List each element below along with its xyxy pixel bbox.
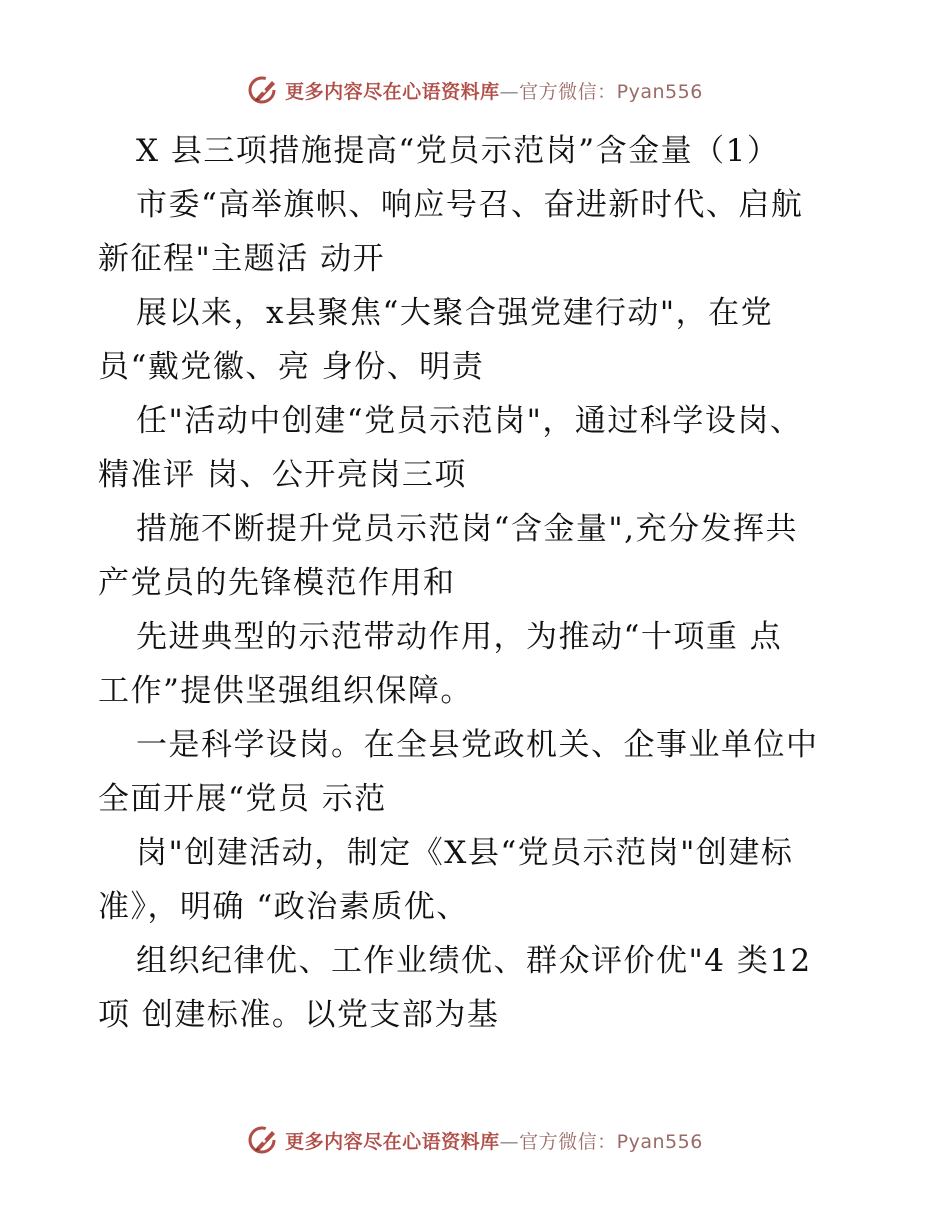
paragraph-line: 措施不断提升党员示范岗“含金量",充分发挥共 [136, 511, 798, 547]
watermark-brand-text: 更多内容尽在心语资料库 [285, 80, 500, 103]
watermark-contact-text: 官方微信：Pyan556 [519, 80, 703, 103]
watermark-contact-text: 官方微信：Pyan556 [519, 1130, 703, 1153]
paragraph-line: 员“戴党徽、亮 身份、明责 [98, 349, 485, 385]
paragraph-line: 精准评 岗、公开亮岗三项 [98, 457, 467, 493]
paragraph-line: 岗"创建活动，制定《X县“党员示范岗"创建标 [136, 835, 794, 871]
paragraph-line: 工作”提供坚强组织保障。 [98, 673, 473, 709]
ink-pen-logo-icon [247, 1123, 281, 1157]
document-body [98, 124, 858, 1042]
document-title-line: X 县三项措施提高“党员示范岗”含金量（1） [136, 133, 780, 169]
paragraph-line: 一是科学设岗。在全县党政机关、企事业单位中 [136, 727, 819, 763]
paragraph-line: 任"活动中创建“党员示范岗"，通过科学设岗、 [136, 403, 803, 439]
paragraph-line: 项 创建标准。以党支部为基 [98, 997, 500, 1033]
paragraph-line: 组织纪律优、工作业绩优、群众评价优"4 类12 [136, 943, 812, 979]
watermark-footer [0, 1120, 950, 1160]
watermark-separator: — [499, 1130, 520, 1153]
paragraph-line: 展以来，x县聚焦“大聚合强党建行动"，在党 [136, 295, 774, 331]
paragraph-line: 全面开展“党员 示范 [98, 781, 387, 817]
paragraph-line: 先进典型的示范带动作用，为推动“十项重 点 [136, 619, 783, 655]
watermark-separator: — [499, 80, 520, 103]
watermark-header [0, 70, 950, 110]
paragraph-line: 准》，明确 “政治素质优、 [98, 889, 469, 925]
paragraph-line: 产党员的先锋模范作用和 [98, 565, 456, 601]
ink-pen-logo-icon [247, 73, 281, 107]
paragraph-line: 市委“高举旗帜、响应号召、奋进新时代、启航 [136, 187, 804, 223]
watermark-brand-text: 更多内容尽在心语资料库 [285, 1130, 500, 1153]
paragraph-line: 新征程"主题活 动开 [98, 241, 386, 277]
